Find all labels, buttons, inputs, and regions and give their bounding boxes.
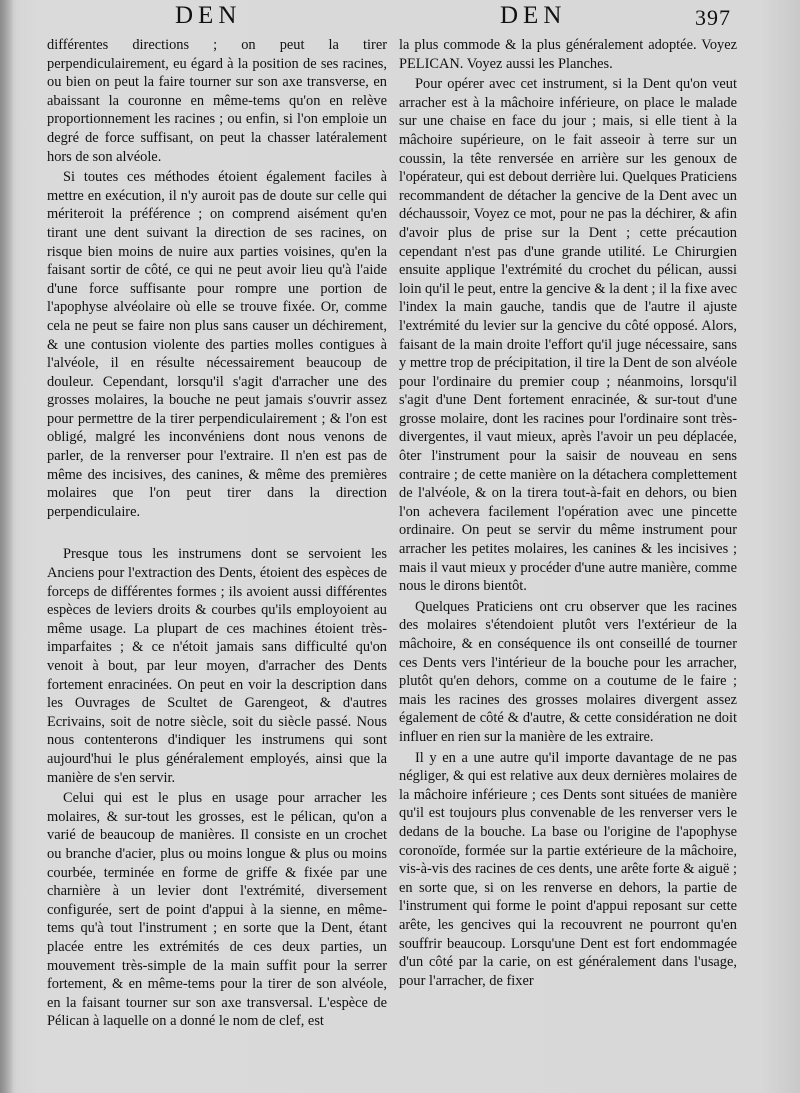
paragraph: la plus commode & la plus généralement adoptée. Voyez PELICAN. Voyez aussi les Planches. xyxy=(399,37,737,72)
paragraph: Pour opérer avec cet instrument, si la Dent qu'on veut arracher est à la mâchoire inférieure, on place le malade sur une chaise en face du jour ; mais, si elle tient à la mâchoire supérieure, on le fait asseoir à terre sur un coussin, la tête renversée en arrière sur les genoux de l'opérateur, qui est debout derrière lui. Quelques Praticiens recommandent de détacher la gencive de la Dent avec un déchaussoir, Voyez ce mot, pour ne pas la déchirer, & afin d'avoir plus de prise sur la Dent ; cette précaution cependant n'est pas d'une grande utilité. Le Chirurgien ensuite applique l'extrémité du crochet du pélican, aussi loin qu'il le peut, entre la gencive & la dent ; il la fixe avec l'index la main gauche, tandis que de l'autre il ajuste l'extrémité du levier sur la gencive du côté opposé. Alors, faisant de la main droite l'effort qu'il juge nécessaire, sans y mettre trop de précipitation, il tire la Dent de son alvéole pour l'ordinaire du premier coup ; néanmoins, lorsqu'il s'agit d'une Dent fortement enracinée, & sur-tout d'une grosse molaire, dont les racines pour l'ordinaire sont très-divergentes, il vaut mieux, après l'avoir un peu déplacée, ôter l'instrument pour la saisir de nouveau en sens contraire ; de cette manière on la détachera complettement de l'alvéole, & on la tirera tout-à-fait en dehors, ou bien l'on achevera facilement l'opération avec une pincette ordinaire. On peut se servir du même instrument pour arracher les petites molaires, les canines & les incisives ; mais il vaut mieux y procéder d'une autre manière, comme nous le dirons bientôt. xyxy=(399,76,737,595)
running-head-left: DEN xyxy=(175,2,242,29)
paragraph: Celui qui est le plus en usage pour arracher les molaires, & sur-tout les grosses, est le pélican, qu'on a varié de beaucoup de manières. Il consiste en un crochet ou branche d'acier, plus ou moins longue & plus ou moins courbée, terminée en forme de griffe & fixée par une charnière à un levier dont l'extrémité, diversement configurée, sert de point d'appui à la sienne, en même-tems qu'à tout l'instrument ; en sorte que la Dent, étant placée entre les extrémités de ces deux parties, un mouvement très-simple de la main suffit pour la serrer fortement, & en même-tems pour la tirer de son alvéole, en la faisant tourner sur son axe transversal. L'espèce de Pélican à laquelle on a donné le nom de clef, est xyxy=(47,790,387,1030)
paragraph: Quelques Praticiens ont cru observer que les racines des molaires s'étendoient plutôt vers l'extérieur de la mâchoire, & en conséquence ils ont conseillé de tourner ces Dents vers l'intérieur de la bouche pour les arracher, plutôt qu'en dehors, comme on a coutume de le faire ; mais les racines des grosses molaires divergent assez également de côté & d'autre, & cette considération ne doit influer en rien sur la manière de les extraire. xyxy=(399,598,737,745)
running-head-right: DEN xyxy=(500,2,567,29)
paragraph: Presque tous les instrumens dont se servoient les Anciens pour l'extraction des Dents, étoient des espèces de forceps de différentes formes ; ils avoient aussi différentes espèces de leviers droits & courbes qu'ils employoient au même usage. La plupart de ces machines étoient très-imparfaites ; & ce n'étoit jamais sans difficulté qu'on venoit à bout, par leur moyen, d'arracher des Dents fortement enracinées. On peut en voir la description dans les Ouvrages de Scultet de Garengeot, & d'autres Ecrivains, soit de notre siècle, soit du siècle passé. Nous nous contenterons d'indiquer les instrumens qui sont aujourd'hui le plus généralement employés, ainsi que la manière de s'en servir. xyxy=(47,546,387,786)
binding-shadow xyxy=(0,0,14,1093)
paragraph: différentes directions ; on peut la tirer perpendiculairement, eu égard à la position de ses racines, ou bien on peut la faire tourner sur son axe transverse, en abaissant la couronne en même-tems qu'on en relève proportionnement les racines ; ou enfin, si l'on emploie un degré de force suffisant, on peut la chasser latéralement hors de son alvéole. xyxy=(47,37,387,165)
page-number: 397 xyxy=(695,5,731,30)
right-column xyxy=(399,36,737,992)
paragraph: Si toutes ces méthodes étoient également faciles à mettre en exécution, il n'y auroit pas de doute sur celle qui mériteroit la préférence ; on comprend aisément qu'en tirant une dent suivant la direction de ses racines, on risque bien moins de nuire aux parties voisines, qu'en la faisant sortir de côté, ce qui ne peut avoir lieu qu'à l'aide d'une force suffisante pour rompre une portion de l'apophyse alvéolaire où elle se trouve fixée. Or, comme cela ne peut se faire non plus sans causer un déchirement, & une contusion violente des parties molles contigues à l'alvéole, il en résulte nécessairement beaucoup de douleur. Cependant, lorsqu'il s'agit d'arracher une des grosses molaires, la bouche ne peut jamais s'ouvrir assez pour permettre de la tirer perpendiculairement ; & l'on est obligé, malgré les inconvéniens dont nous venons de parler, de la renverser pour l'extraire. Il n'en est pas de même des incisives, des canines, & même des premières molaires que l'on peut tirer dans la direction perpendiculaire. xyxy=(47,169,387,520)
left-column xyxy=(47,36,387,1033)
paragraph: Il y en a une autre qu'il importe davantage de ne pas négliger, & qui est relative aux deux dernières molaires de la mâchoire inférieure ; ces Dents sont situées de manière qu'il est toujours plus convenable de les renverser vers le dedans de la bouche. La base ou l'origine de l'apophyse coronoïde, formée sur la partie extérieure de la mâchoire, vis-à-vis des racines de ces dents, une arête forte & aiguë ; en sorte que, si on les renverse en dehors, la partie de l'instrument qui forme le point d'appui reposant sur cette arête, les gencives qui la recouvrent ne pourront qu'en souffrir beaucoup. Lorsqu'une Dent est fort endommagée d'un côté par la carie, on est généralement dans l'usage, pour l'arracher, de fixer xyxy=(399,749,737,989)
